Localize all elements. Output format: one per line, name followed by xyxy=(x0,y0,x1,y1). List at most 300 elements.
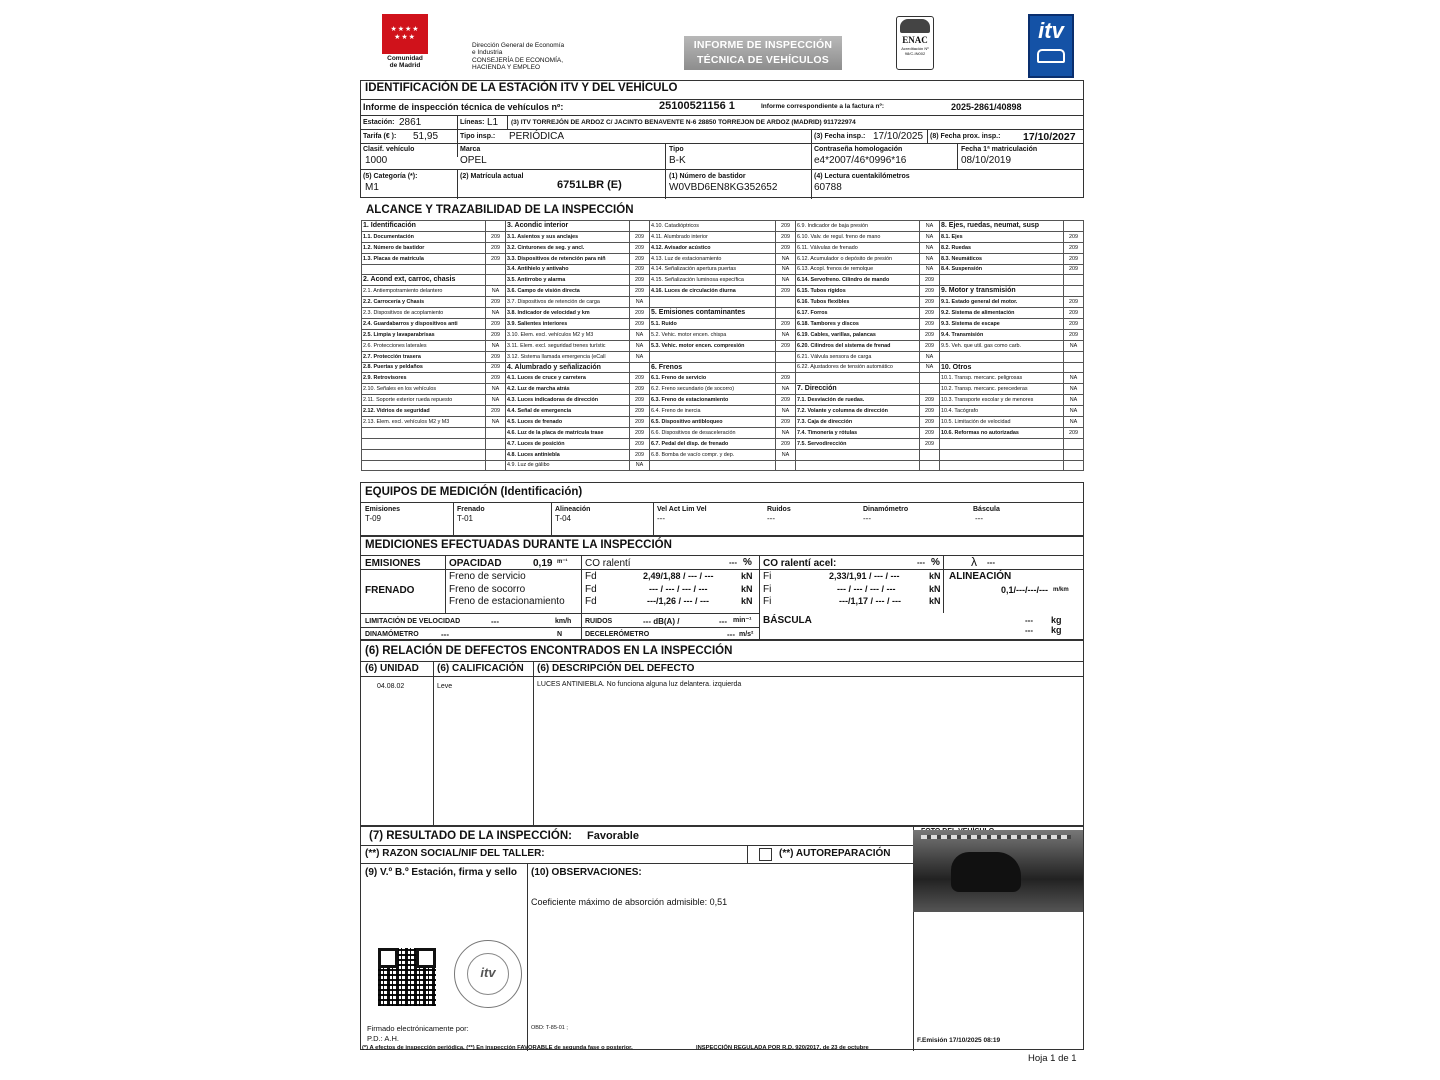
alcance-item-label: 6.4. Freno de inercia xyxy=(650,406,776,417)
alcance-item-label: 2.13. Elem. excl. vehículos M2 y M3 xyxy=(362,417,486,428)
alcance-row xyxy=(362,286,1084,297)
equipo-emisiones-value: T-09 xyxy=(365,514,382,523)
equipo-alineacion-value: T-04 xyxy=(555,514,572,523)
alcance-item-label xyxy=(650,351,776,362)
alcance-item-code: NA xyxy=(630,329,650,340)
alcance-item-label: 7.5. Servodirección xyxy=(796,438,920,449)
alcance-item-code: 209 xyxy=(920,275,940,286)
alcance-item-label: 6.18. Tambores y discos xyxy=(796,319,920,330)
alcance-item-code xyxy=(920,449,940,460)
kn-unit-1: kN xyxy=(741,571,753,581)
alcance-item-label: 3.12. Sistema llamada emergencia (eCall xyxy=(506,351,630,362)
alcance-item-code: 209 xyxy=(630,275,650,286)
alcance-item-label xyxy=(796,373,920,384)
alcance-item-label: 3. Acondic interior xyxy=(506,221,630,232)
alcance-item-label: 5. Emisiones contaminantes xyxy=(650,308,776,319)
alcance-item-code: 209 xyxy=(776,417,796,428)
alcance-item-label: 3.2. Cinturones de seg. y ancl. xyxy=(506,242,630,253)
alcance-item-label: 8.2. Ruedas xyxy=(940,242,1064,253)
alcance-item-label: 10.1. Transp. mercanc. peligrosas xyxy=(940,373,1064,384)
fecha-emision: F.Emisión 17/10/2025 08:19 xyxy=(917,1037,1001,1044)
alcance-item-label: 9.4. Transmisión xyxy=(940,329,1064,340)
alcance-item-code xyxy=(486,275,506,286)
alineacion-value: 0,1/---/---/--- xyxy=(1001,585,1048,595)
alcance-item-label: 3.5. Antirrobo y alarma xyxy=(506,275,630,286)
alcance-item-label xyxy=(940,438,1064,449)
alcance-item-label: 4.4. Señal de emergencia xyxy=(506,406,630,417)
alcance-item-label: 10.3. Transporte escolar y de menores xyxy=(940,395,1064,406)
enac-subtext: Acreditación Nº 98/C-IN002 xyxy=(901,46,929,56)
alcance-item-label: 8. Ejes, ruedas, neumat, susp xyxy=(940,221,1064,232)
bascula-label: BÁSCULA xyxy=(763,615,812,626)
alcance-item-label xyxy=(362,449,486,460)
alcance-item-label xyxy=(362,460,486,471)
alcance-item-code xyxy=(1064,449,1084,460)
tarifa-label: Tarifa (€ ): xyxy=(363,133,397,140)
alcance-item-label: 4.12. Avisador acústico xyxy=(650,242,776,253)
col-calificacion: (6) CALIFICACIÓN xyxy=(437,663,524,674)
kn-unit-4: kN xyxy=(929,571,941,581)
limitacion-label: LIMITACIÓN DE VELOCIDAD xyxy=(365,618,461,625)
alcance-item-code: 209 xyxy=(920,438,940,449)
issuing-authority xyxy=(472,42,602,72)
alcance-item-label: 2.11. Soporte exterior rueda repuesto xyxy=(362,395,486,406)
factura-number: 2025-2861/40898 xyxy=(951,102,1022,112)
freno-servicio-label: Freno de servicio xyxy=(449,571,526,582)
kn-unit-6: kN xyxy=(929,596,941,606)
alcance-item-code: 209 xyxy=(630,384,650,395)
alcance-row xyxy=(362,438,1084,449)
alcance-item-code: NA xyxy=(776,406,796,417)
qr-code-icon[interactable] xyxy=(378,948,436,1006)
decelerometro-unit: m/s² xyxy=(739,631,754,638)
alcance-item-code: NA xyxy=(776,449,796,460)
co-ralenti-value: --- xyxy=(729,558,737,567)
alcance-item-code: 209 xyxy=(920,406,940,417)
alcance-item-label xyxy=(796,460,920,471)
alcance-item-code: 209 xyxy=(630,417,650,428)
alcance-item-code: NA xyxy=(486,340,506,351)
alcance-item-label: 2.5. Limpia y lavaparabrisas xyxy=(362,329,486,340)
kg-unit-2: kg xyxy=(1051,625,1062,635)
observaciones-value: Coeficiente máximo de absorción admisible: 0,51 xyxy=(531,897,728,907)
alcance-item-code: 209 xyxy=(1064,231,1084,242)
equipo-bascula-value: --- xyxy=(975,514,983,523)
freno-socorro-fi: --- / --- / --- / --- xyxy=(837,584,896,594)
equipo-emisiones-label: Emisiones xyxy=(365,506,401,513)
alcance-item-label: 8.1. Ejes xyxy=(940,231,1064,242)
alcance-item-code: 209 xyxy=(630,438,650,449)
alcance-item-label: 6.19. Cables, varillas, palancas xyxy=(796,329,920,340)
alcance-row xyxy=(362,231,1084,242)
banner-line-1: INFORME DE INSPECCIÓN xyxy=(693,39,833,51)
alcance-item-code xyxy=(486,438,506,449)
freno-estac-fd: ---/1,26 / --- / --- xyxy=(647,596,709,606)
alcance-item-code: NA xyxy=(920,253,940,264)
alcance-item-label xyxy=(940,449,1064,460)
alcance-item-label xyxy=(650,460,776,471)
madrid-flag-stars: ★★★★ ★★★ xyxy=(382,14,428,54)
itv-logo xyxy=(1028,14,1074,78)
alcance-item-label: 10.4. Tacógrafo xyxy=(940,406,1064,417)
station-seal-stamp xyxy=(454,940,522,1008)
alcance-item-code: 209 xyxy=(1064,308,1084,319)
col-descripcion: (6) DESCRIPCIÓN DEL DEFECTO xyxy=(537,663,695,674)
alcance-item-label: 4.6. Luz de la placa de matrícula trase xyxy=(506,427,630,438)
alcance-item-code: NA xyxy=(1064,384,1084,395)
alcance-item-code: 209 xyxy=(776,340,796,351)
vehicle-photo-car-shape xyxy=(951,852,1021,892)
alcance-item-code xyxy=(486,264,506,275)
alcance-row xyxy=(362,275,1084,286)
decelerometro-value: --- xyxy=(727,630,735,639)
alcance-item-label: 6. Frenos xyxy=(650,362,776,373)
alcance-item-code xyxy=(486,449,506,460)
freno-servicio-fi: 2,33/1,91 / --- / --- xyxy=(829,571,900,581)
alcance-item-code: NA xyxy=(776,275,796,286)
alcance-item-label xyxy=(796,449,920,460)
alcance-item-label: 3.10. Elem. excl. vehículos M2 y M3 xyxy=(506,329,630,340)
alcance-item-code: 209 xyxy=(630,231,650,242)
enac-logo xyxy=(896,16,934,70)
co-ralenti-unit: % xyxy=(743,557,752,568)
comunidad-madrid-logo xyxy=(380,14,430,76)
alcance-item-label: 2.2. Carrocería y Chasis xyxy=(362,297,486,308)
decelerometro-label: DECELERÓMETRO xyxy=(585,631,650,638)
matricula-value: 6751LBR (E) xyxy=(557,179,622,191)
freno-estac-label: Freno de estacionamiento xyxy=(449,596,565,607)
categoria-label: (5) Categoría (*): xyxy=(363,173,418,180)
equipo-vel-label: Vel Act Lim Vel xyxy=(657,506,707,513)
limitacion-unit: km/h xyxy=(555,618,572,625)
alcance-item-label: 2.12. Vidrios de seguridad xyxy=(362,406,486,417)
alcance-item-code xyxy=(486,221,506,232)
alcance-item-code xyxy=(1064,351,1084,362)
alcance-item-code: 209 xyxy=(486,297,506,308)
freno-estac-fi: ---/1,17 / --- / --- xyxy=(839,596,901,606)
defect-descripcion: LUCES ANTINIEBLA. No funciona alguna luz delantera. izquierda xyxy=(537,681,742,688)
dinamometro-unit: N xyxy=(557,631,563,638)
madrid-caption-2: de Madrid xyxy=(389,61,421,69)
alcance-item-label: 2.10. Señales en los vehículos xyxy=(362,384,486,395)
alcance-item-code: NA xyxy=(486,395,506,406)
mediciones-section xyxy=(360,536,1084,640)
alcance-item-label: 4.2. Luz de marcha atrás xyxy=(506,384,630,395)
alcance-item-code: 209 xyxy=(920,417,940,428)
equipo-bascula-label: Báscula xyxy=(973,506,1000,513)
alcance-item-label: 1. Identificación xyxy=(362,221,486,232)
autoreparacion-checkbox[interactable] xyxy=(759,848,772,861)
alcance-item-label: 5.3. Vehic. motor encen. compresión xyxy=(650,340,776,351)
limitacion-value: --- xyxy=(491,617,499,626)
alcance-item-code: 209 xyxy=(486,406,506,417)
alcance-item-code: 209 xyxy=(776,395,796,406)
alcance-item-code xyxy=(630,221,650,232)
contrasena-value: e4*2007/46*0996*16 xyxy=(814,155,907,166)
alcance-item-code: 209 xyxy=(630,286,650,297)
freno-servicio-fd: 2,49/1,88 / --- / --- xyxy=(643,571,714,581)
alcance-row xyxy=(362,384,1084,395)
alcance-item-label: 4.5. Luces de frenado xyxy=(506,417,630,428)
alcance-item-label: 6.7. Pedal del disp. de frenado xyxy=(650,438,776,449)
lambda-label: λ xyxy=(971,555,977,569)
alcance-row xyxy=(362,340,1084,351)
defectos-section xyxy=(360,640,1084,826)
alcance-row xyxy=(362,460,1084,471)
alcance-item-code xyxy=(1064,362,1084,373)
alcance-item-label: 6.11. Válvulas de frenado xyxy=(796,242,920,253)
fecha-insp-label: (3) Fecha insp.: xyxy=(814,133,866,140)
alcance-item-code xyxy=(1064,460,1084,471)
itv-text: itv xyxy=(1038,18,1064,43)
alcance-item-code: 209 xyxy=(920,297,940,308)
equipo-alineacion-label: Alineación xyxy=(555,506,591,513)
defectos-title: (6) RELACIÓN DE DEFECTOS ENCONTRADOS EN LA INSPECCIÓN xyxy=(365,645,733,657)
alcance-item-code xyxy=(630,362,650,373)
alcance-item-code: NA xyxy=(486,384,506,395)
alcance-item-code: 209 xyxy=(1064,319,1084,330)
alcance-table xyxy=(361,220,1084,471)
emisiones-label: EMISIONES xyxy=(365,558,421,569)
alcance-item-label xyxy=(362,427,486,438)
matricula-label: (2) Matrícula actual xyxy=(460,173,524,180)
alcance-item-code: NA xyxy=(920,221,940,232)
fecha-prox-label: (8) Fecha prox. insp.: xyxy=(930,133,1001,140)
co-ralenti-acel-value: --- xyxy=(917,558,925,567)
equipo-ruidos-label: Ruidos xyxy=(767,506,791,513)
alcance-item-code: NA xyxy=(1064,373,1084,384)
alcance-item-code: NA xyxy=(776,384,796,395)
alcance-item-code: 209 xyxy=(486,362,506,373)
vb-label: (9) V.º B.º Estación, firma y sello xyxy=(365,867,517,878)
alcance-item-code xyxy=(776,362,796,373)
mediciones-title: MEDICIONES EFECTUADAS DURANTE LA INSPECCIÓN xyxy=(365,539,672,551)
alcance-row xyxy=(362,449,1084,460)
enac-emblem-icon xyxy=(900,19,930,33)
alcance-item-label: 6.13. Acopl. frenos de remolque xyxy=(796,264,920,275)
alcance-item-code xyxy=(1064,286,1084,297)
equipo-vel-value: --- xyxy=(657,514,665,523)
alcance-item-label: 9.1. Estado general del motor. xyxy=(940,297,1064,308)
alcance-item-code: 209 xyxy=(920,395,940,406)
alcance-row xyxy=(362,319,1084,330)
alcance-item-code: 209 xyxy=(776,286,796,297)
alcance-item-label: 6.8. Bomba de vacío compr. y dep. xyxy=(650,449,776,460)
alcance-item-label xyxy=(940,275,1064,286)
alcance-item-code: 209 xyxy=(920,329,940,340)
alcance-item-label: 10.6. Reformas no autorizadas xyxy=(940,427,1064,438)
alcance-item-label: 4.15. Señalización luminosa específica xyxy=(650,275,776,286)
alcance-item-label: 7.4. Timonería y rótulas xyxy=(796,427,920,438)
page-number: Hoja 1 de 1 xyxy=(1028,1053,1077,1064)
alcance-item-label: 7.2. Volante y columna de dirección xyxy=(796,406,920,417)
alcance-row xyxy=(362,373,1084,384)
alcance-item-code: 209 xyxy=(630,449,650,460)
alcance-item-label: 10. Otros xyxy=(940,362,1064,373)
alcance-item-code: 209 xyxy=(920,427,940,438)
dg-line-1: Dirección General de Economía xyxy=(472,42,565,49)
clasif-value: 1000 xyxy=(365,155,388,166)
alcance-item-label xyxy=(650,297,776,308)
footer-note: (*) A efectos de inspección periódica. (**) En inspección FAVORABLE de segunda fase o posterior. xyxy=(362,1045,633,1051)
alcance-row xyxy=(362,351,1084,362)
kn-unit-3: kN xyxy=(741,596,753,606)
clasif-label: Clasif. vehículo xyxy=(363,146,415,153)
alcance-item-label: 4.7. Luces de posición xyxy=(506,438,630,449)
alcance-item-label: 6.6. Dispositivos de desaceleración xyxy=(650,427,776,438)
alcance-item-code: NA xyxy=(630,297,650,308)
ruidos-label: RUIDOS xyxy=(585,618,613,625)
tipo-insp-label: Tipo insp.: xyxy=(460,133,496,140)
alcance-item-code: 209 xyxy=(776,242,796,253)
alcance-item-label: 2.3. Dispositivos de acoplamiento xyxy=(362,308,486,319)
alcance-item-label: 2.6. Protecciones laterales xyxy=(362,340,486,351)
alcance-item-code: NA xyxy=(630,460,650,471)
alcance-item-label: 6.17. Forros xyxy=(796,308,920,319)
alcance-item-label: 6.9. Indicador de baja presión xyxy=(796,221,920,232)
alcance-item-label: 4.11. Alumbrado interior xyxy=(650,231,776,242)
defect-unidad: 04.08.02 xyxy=(377,683,405,690)
alcance-item-code: 209 xyxy=(1064,264,1084,275)
tarifa-value: 51,95 xyxy=(413,131,439,142)
lineas-label: Líneas: xyxy=(460,119,485,126)
estacion-label: Estación: xyxy=(363,119,395,126)
alcance-item-code: NA xyxy=(920,231,940,242)
alcance-row xyxy=(362,329,1084,340)
alcance-item-code: 209 xyxy=(1064,329,1084,340)
alcance-item-label: 10.5. Limitación de velocidad xyxy=(940,417,1064,428)
alcance-row xyxy=(362,427,1084,438)
alcance-item-label: 6.1. Freno de servicio xyxy=(650,373,776,384)
alcance-item-label: 2.7. Protección trasera xyxy=(362,351,486,362)
dinamometro-value: --- xyxy=(441,630,449,639)
alcance-row xyxy=(362,297,1084,308)
alcance-item-code: 209 xyxy=(486,329,506,340)
alcance-item-code: 209 xyxy=(486,231,506,242)
enac-text: ENAC xyxy=(902,35,928,45)
alcance-item-label: 4.14. Señalización apertura puertas xyxy=(650,264,776,275)
alcance-item-code: 209 xyxy=(776,373,796,384)
alcance-item-code: 209 xyxy=(486,351,506,362)
obd-label: OBD: T-85-01 ; xyxy=(531,1025,568,1031)
identification-title: IDENTIFICACIÓN DE LA ESTACIÓN ITV Y DEL VEHÍCULO xyxy=(365,82,678,94)
kn-unit-2: kN xyxy=(741,584,753,594)
alcance-item-label: 10.2. Transp. mercanc. perecederas xyxy=(940,384,1064,395)
fd-label-3: Fd xyxy=(585,596,597,607)
alcance-item-label: 6.2. Freno secundario (de socorro) xyxy=(650,384,776,395)
equipo-frenado-value: T-01 xyxy=(457,514,474,523)
report-header xyxy=(358,8,1086,80)
alcance-item-code: NA xyxy=(920,362,940,373)
alcance-item-label xyxy=(940,460,1064,471)
fd-label-1: Fd xyxy=(585,571,597,582)
ruidos-rpm-value: --- xyxy=(719,617,727,626)
alcance-item-label: 8.3. Neumáticos xyxy=(940,253,1064,264)
alcance-item-label: 3.1. Asientos y sus anclajes xyxy=(506,231,630,242)
ruidos-rpm-unit: min⁻¹ xyxy=(733,617,752,624)
tipo-insp-value: PERIÓDICA xyxy=(509,131,565,142)
fecha-matric-label: Fecha 1ª matriculación xyxy=(961,146,1038,153)
alcance-item-label: 7.3. Caja de dirección xyxy=(796,417,920,428)
alcance-item-label: 6.3. Freno de estacionamiento xyxy=(650,395,776,406)
cuentakm-value: 60788 xyxy=(814,182,842,193)
alcance-item-code: 209 xyxy=(486,242,506,253)
fd-label-2: Fd xyxy=(585,584,597,595)
fecha-matric-value: 08/10/2019 xyxy=(961,155,1012,166)
alcance-item-label: 9. Motor y transmisión xyxy=(940,286,1064,297)
alcance-item-label: 2. Acond ext, carroc, chasis xyxy=(362,275,486,286)
alcance-item-code: 209 xyxy=(630,427,650,438)
col-unidad: (6) UNIDAD xyxy=(365,663,419,674)
tipo-value: B-K xyxy=(669,155,686,166)
alcance-item-code: NA xyxy=(776,427,796,438)
alcance-row xyxy=(362,221,1084,232)
alcance-item-code: 209 xyxy=(776,221,796,232)
alcance-item-label: 4.16. Luces de circulación diurna xyxy=(650,286,776,297)
defect-calificacion: Leve xyxy=(437,683,453,690)
dg-line-2: e Industria xyxy=(472,49,503,57)
firmado-line-1: Firmado electrónicamente por: xyxy=(367,1024,469,1033)
alcance-item-code: NA xyxy=(630,351,650,362)
alcance-row xyxy=(362,253,1084,264)
alcance-item-label: 6.14. Servofreno. Cilindro de mando xyxy=(796,275,920,286)
equipo-ruidos-value: --- xyxy=(767,514,775,523)
estacion-value: 2861 xyxy=(399,117,422,128)
alineacion-unit: m/km xyxy=(1053,587,1069,593)
alcance-row xyxy=(362,264,1084,275)
alcance-item-label xyxy=(362,264,486,275)
alcance-item-label: 4.13. Luz de estacionamiento xyxy=(650,253,776,264)
alcance-item-code: 209 xyxy=(1064,297,1084,308)
informe-number: 25100521156 1 xyxy=(659,100,735,112)
alcance-item-label: 6.12. Acumulador o depósito de presión xyxy=(796,253,920,264)
alcance-item-label: 6.20. Cilindros del sistema de frenad xyxy=(796,340,920,351)
alcance-item-code: 209 xyxy=(776,231,796,242)
alcance-item-code xyxy=(1064,438,1084,449)
fi-label-1: Fi xyxy=(763,571,772,582)
fi-label-2: Fi xyxy=(763,584,772,595)
alcance-item-code xyxy=(776,351,796,362)
alcance-item-code: 209 xyxy=(776,438,796,449)
alcance-item-code: 209 xyxy=(630,264,650,275)
alcance-item-code: 209 xyxy=(920,308,940,319)
fecha-insp-value: 17/10/2025 xyxy=(873,131,924,142)
resultado-label: (7) RESULTADO DE LA INSPECCIÓN: xyxy=(369,830,572,842)
alcance-item-code: 209 xyxy=(630,253,650,264)
alcance-item-code: NA xyxy=(630,340,650,351)
autoreparacion-label: (**) AUTOREPARACIÓN xyxy=(779,848,891,859)
alcance-item-label: 9.2. Sistema de alimentación xyxy=(940,308,1064,319)
co-ralenti-acel-label: CO ralentí acel: xyxy=(763,558,837,569)
alcance-item-code: NA xyxy=(486,286,506,297)
marca-label: Marca xyxy=(460,146,481,153)
fecha-prox-value: 17/10/2027 xyxy=(1023,131,1076,143)
equipo-dinamometro-label: Dinamómetro xyxy=(863,506,909,513)
ruidos-value: --- dB(A) / xyxy=(643,617,680,626)
equipos-section xyxy=(360,482,1084,536)
alcance-item-label: 4.1. Luces de cruce y carretera xyxy=(506,373,630,384)
contrasena-label: Contraseña homologación xyxy=(814,146,903,153)
alcance-item-code: 209 xyxy=(1064,242,1084,253)
alcance-item-code xyxy=(776,297,796,308)
alcance-item-label: 1.2. Número de bastidor xyxy=(362,242,486,253)
alcance-row xyxy=(362,362,1084,373)
alcance-item-code: NA xyxy=(486,308,506,319)
bascula-value-1: --- xyxy=(1025,616,1033,625)
alcance-row xyxy=(362,395,1084,406)
alcance-item-label: 8.4. Suspensión xyxy=(940,264,1064,275)
kn-unit-5: kN xyxy=(929,584,941,594)
